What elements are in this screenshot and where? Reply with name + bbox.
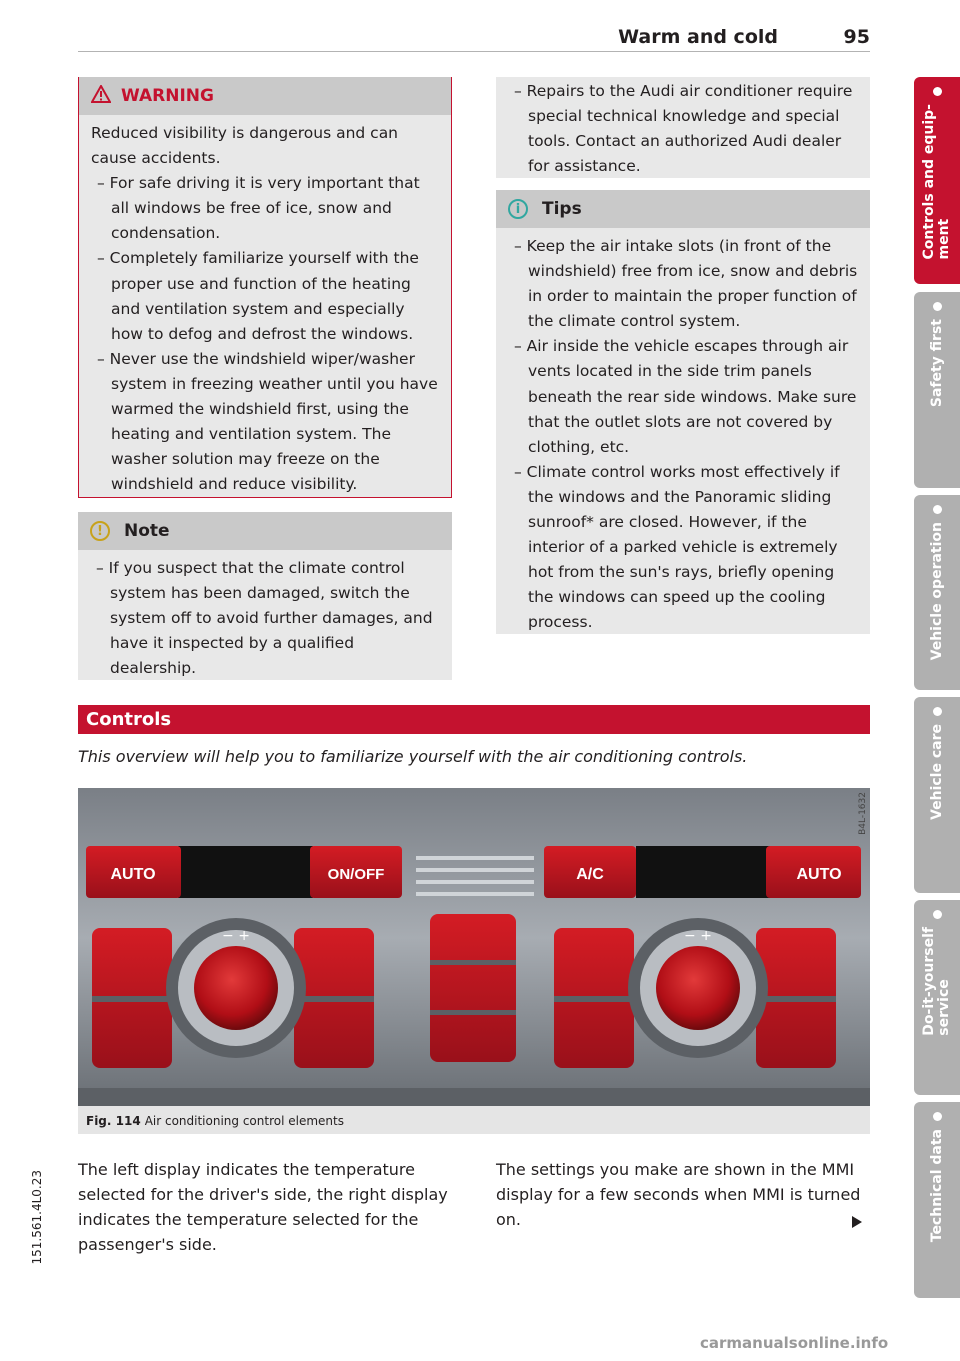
figure-caption [86,1114,344,1128]
chapter-title: Warm and cold [618,26,778,48]
tab-do-it-yourself-service[interactable] [914,900,960,1095]
section-title: Controls [78,705,870,734]
tips-item: – Air inside the vehicle escapes through air vents located in the side trim panels beneath the rear side windows. Make sure that the outlet slots are not covered by clothing, etc. [514,337,857,456]
document-id: 151.561.4L0.23 [30,1170,44,1265]
tab-label: Vehicle operation [928,522,945,661]
auto-right-button: AUTO [796,866,842,883]
body-paragraph-left: The left display indicates the temperature selected for the driver's side, the right display indicates the temperature selected for the passenger's side. [78,1160,448,1254]
page-header [78,24,870,52]
dot-icon [933,910,942,919]
note-icon: ! [90,521,110,541]
warning-intro: Reduced visibility is dangerous and can cause accidents. [91,124,399,168]
warning-item: – Never use the windshield wiper/washer system in freezing weather until you have warmed the windshield first, using the heating and ventilation system. The washer solution may freeze on the windshield and reduce visibility. [97,349,438,494]
dot-icon [933,505,942,514]
dot-icon [933,302,942,311]
figure-caption-text: Air conditioning control elements [144,1114,344,1128]
figure-code: B4L-1632 [858,792,868,835]
right-knob-marks: − + [684,928,712,944]
tab-label: Safety first [928,319,945,408]
tips-item: – Climate control works most effectively if the windows and the Panoramic sliding sunroof* are closed. However, if the interior of a parked vehicle is extremely hot from the sun's rays, briefly opening the windows can speed up the cooling process. [514,462,840,632]
section-intro: This overview will help you to familiarize yourself with the air conditioning controls. [78,747,748,766]
tab-label: Technical data [928,1129,945,1243]
tab-technical-data[interactable] [914,1102,960,1298]
note-title: Note [124,521,170,541]
left-knob-marks: − + [222,928,250,944]
warning-title: WARNING [121,86,214,106]
figure-air-conditioning-controls [78,788,870,1134]
info-icon: i [508,199,528,219]
note-box [78,512,452,680]
on-off-button: ON/OFF [327,866,385,883]
warning-item: – For safe driving it is very important that all windows be free of ice, snow and condensation. [97,174,420,243]
warning-continued [496,77,870,178]
tab-safety-first[interactable] [914,292,960,488]
auto-left-button: AUTO [110,866,156,883]
figure-label: Fig. 114 [86,1114,141,1128]
warning-triangle-icon [91,85,111,108]
tab-label: Do-it-yourself service [921,927,952,1036]
tips-box [496,190,870,634]
warning-box [78,77,452,498]
body-paragraph-right: The settings you make are shown in the MMI display for a few seconds when MMI is turned on. [496,1160,861,1229]
tips-title: Tips [542,199,582,219]
warning-item: – Completely familiarize yourself with the proper use and function of the heating and ventilation system and especially how to defog and defrost the windows. [97,249,419,343]
dot-icon [933,707,942,716]
footer-watermark: carmanualsonline.info [700,1334,889,1352]
tab-label: Controls and equip- ment [921,104,952,260]
tips-item: – Keep the air intake slots (in front of the windshield) free from ice, snow and debris in order to maintain the proper function of the climate control system. [514,237,858,331]
tab-controls-and-equipment[interactable] [914,77,960,284]
climate-panel-illustration [78,788,870,1134]
tab-label: Vehicle care [928,724,945,820]
dot-icon [933,1112,942,1121]
note-item: – If you suspect that the climate control system has been damaged, switch the system off to avoid further damages, and have it inspected by a qualified dealership. [96,559,433,678]
warning-header [79,77,451,115]
note-header [78,512,452,550]
tab-vehicle-care[interactable] [914,697,960,893]
warning-item: – Repairs to the Audi air conditioner require special technical knowledge and special tools. Contact an authorized Audi dealer for assistance. [514,82,853,176]
active-dot-icon [933,87,942,96]
tab-vehicle-operation[interactable] [914,495,960,690]
page-number: 95 [843,26,870,48]
tips-header [496,190,870,228]
continue-arrow-icon [852,1216,862,1228]
ac-button: A/C [576,866,604,883]
